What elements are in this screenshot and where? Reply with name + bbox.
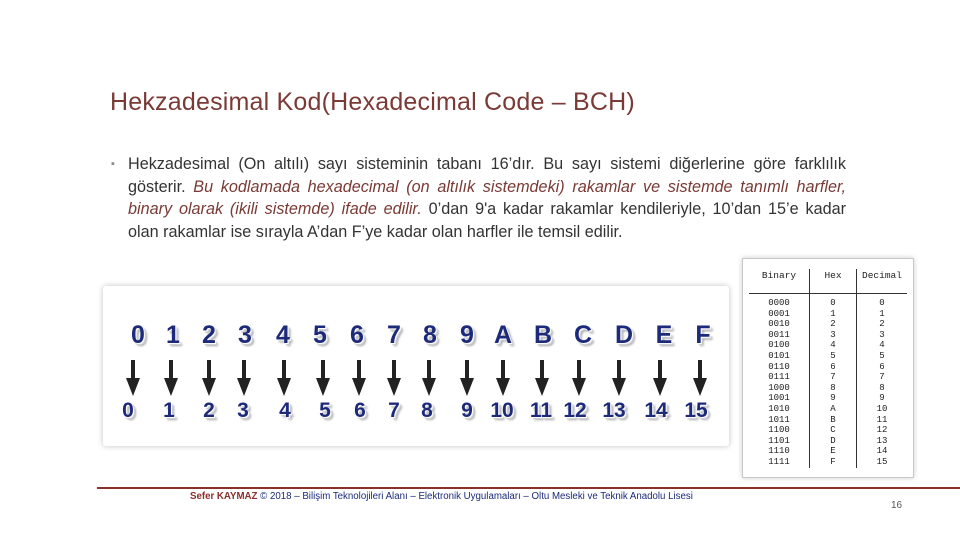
table-cell: 1 — [810, 309, 857, 320]
arrow-down-icon — [277, 360, 291, 396]
decimal-value: 15 — [684, 399, 708, 422]
table-header-row — [749, 269, 907, 294]
table-cell: 5 — [879, 350, 885, 361]
footer-divider — [97, 487, 960, 489]
decimal-value: 0 — [122, 399, 134, 422]
binary-hex-decimal-table — [749, 269, 907, 468]
arrow-down-icon — [164, 360, 178, 396]
decimal-value: 3 — [237, 399, 249, 422]
table-cell: 7 — [810, 372, 857, 383]
slide-title: Hekzadesimal Kod(Hexadecimal Code – BCH) — [110, 88, 635, 116]
hex-digit: D — [614, 321, 634, 349]
table-cell: 1111 — [749, 457, 810, 468]
table-cell: 0000 — [749, 294, 810, 309]
decimal-value: 7 — [388, 399, 400, 422]
arrow-down-icon — [387, 360, 401, 396]
hex-to-decimal-figure — [103, 286, 729, 446]
arrow-down-icon — [572, 360, 586, 396]
decimal-value: 10 — [490, 399, 514, 422]
hex-digit: 2 — [202, 321, 216, 349]
table-cell: 14 — [876, 446, 888, 457]
hex-digit: 1 — [166, 321, 180, 349]
table-row — [749, 457, 907, 468]
arrow-down-icon — [460, 360, 474, 396]
table-cell: 10 — [876, 403, 888, 414]
footer-info: © 2018 – Bilişim Teknolojileri Alanı – Elektronik Uygulamaları – Oltu Mesleki ve Teknik Anadolu Lisesi — [257, 491, 693, 502]
hex-digit: F — [695, 321, 711, 349]
table-cell: 0101 — [749, 351, 810, 362]
table-cell: 12 — [876, 425, 888, 436]
decimal-value: 9 — [461, 399, 473, 422]
paragraph-italic-part: Bu kodlamada hexadecimal (on altılık sistemdeki) rakamlar ve sistemde tanımlı harfler, binary olarak (ikili sistemde) ifade edilir. — [128, 177, 847, 218]
arrow-down-icon — [653, 360, 667, 396]
arrow-down-icon — [612, 360, 626, 396]
table-cell: 0100 — [749, 340, 810, 351]
hex-digit: 0 — [131, 321, 145, 349]
arrow-down-icon — [535, 360, 549, 396]
table-row — [749, 393, 907, 404]
column-header-hex: Hex — [810, 269, 857, 294]
table-cell: 8 — [879, 382, 885, 393]
description-paragraph — [112, 153, 846, 243]
page-number: 16 — [891, 500, 903, 511]
paragraph-part-1: Hekzadesimal (On altılı) sayı sisteminin tabanı 16’dır. Bu sayı sistemi diğerlerine göre farklılık gösterir. — [128, 155, 846, 196]
paragraph-part-3: 0’dan 9'a kadar rakamlar kendileriyle, 10’dan 15’e kadar olan rakamlar ise sırayla A’dan F’ye kadar olan harfler ile temsil edilir. — [128, 200, 846, 241]
arrow-down-icon — [693, 360, 707, 396]
table-cell: 9 — [879, 393, 885, 404]
decimal-value: 8 — [421, 399, 433, 422]
arrow-down-icon — [422, 360, 436, 396]
paragraph-body — [112, 153, 846, 243]
table-cell: F — [810, 457, 857, 468]
arrow-down-icon — [202, 360, 216, 396]
table-cell: 8 — [810, 383, 857, 394]
table-cell: 6 — [879, 361, 885, 372]
column-header-binary: Binary — [749, 269, 810, 294]
bullet-icon: ▪ — [111, 158, 115, 170]
decimal-value: 4 — [279, 399, 291, 422]
table-row — [749, 372, 907, 383]
table-cell: 6 — [810, 362, 857, 373]
footer-text — [190, 491, 693, 502]
table-cell: 0 — [810, 294, 857, 309]
table-cell: 1110 — [749, 446, 810, 457]
table-cell: 1001 — [749, 393, 810, 404]
hex-digit: B — [533, 321, 553, 349]
decimal-value: 13 — [602, 399, 626, 422]
table-row — [749, 340, 907, 351]
table-cell: 1010 — [749, 404, 810, 415]
table-row — [749, 446, 907, 457]
table-cell: 7 — [879, 372, 885, 383]
table-row — [749, 415, 907, 426]
footer-author: Sefer KAYMAZ — [190, 491, 258, 502]
arrow-down-icon — [496, 360, 510, 396]
table-row — [749, 404, 907, 415]
arrow-down-icon — [237, 360, 251, 396]
decimal-value: 11 — [529, 399, 553, 422]
table-cell: 2 — [810, 319, 857, 330]
table-cell: 0110 — [749, 362, 810, 373]
table-row — [749, 351, 907, 362]
table-cell: 4 — [810, 340, 857, 351]
table-cell: 0001 — [749, 309, 810, 320]
table-cell: 1100 — [749, 425, 810, 436]
hex-digit: 4 — [276, 321, 290, 349]
decimal-value: 1 — [163, 399, 175, 422]
table-row — [749, 309, 907, 320]
table-cell: 11 — [876, 414, 888, 425]
hex-digit: 6 — [350, 321, 364, 349]
table-cell: B — [810, 415, 857, 426]
table-cell: A — [810, 404, 857, 415]
hex-digit: 5 — [313, 321, 327, 349]
table-row — [749, 362, 907, 373]
table-row — [749, 436, 907, 447]
table-row — [749, 330, 907, 341]
table-cell: 15 — [876, 456, 888, 467]
decimal-value: 5 — [319, 399, 331, 422]
conversion-table-image — [742, 258, 914, 478]
hex-digit: 8 — [423, 321, 437, 349]
table-row — [749, 425, 907, 436]
table-row — [749, 294, 907, 309]
table-cell: 0 — [879, 298, 885, 308]
decimal-value: 2 — [203, 399, 215, 422]
table-row — [749, 319, 907, 330]
table-cell: 1101 — [749, 436, 810, 447]
table-cell: 2 — [879, 319, 885, 330]
arrow-down-icon — [352, 360, 366, 396]
table-cell: 9 — [810, 393, 857, 404]
decimal-value: 6 — [354, 399, 366, 422]
table-cell: 3 — [879, 329, 885, 340]
hex-digit: 3 — [238, 321, 252, 349]
table-cell: 5 — [810, 351, 857, 362]
hex-digit: E — [655, 321, 673, 349]
hex-digit: 7 — [387, 321, 401, 349]
table-cell: 13 — [876, 435, 888, 446]
table-cell: E — [810, 446, 857, 457]
table-cell: C — [810, 425, 857, 436]
arrow-down-icon — [316, 360, 330, 396]
hex-digit: C — [573, 321, 593, 349]
table-cell: D — [810, 436, 857, 447]
arrow-down-icon — [126, 360, 140, 396]
table-cell: 4 — [879, 340, 885, 351]
table-cell: 1000 — [749, 383, 810, 394]
table-cell: 3 — [810, 330, 857, 341]
table-cell: 1 — [879, 308, 885, 319]
table-cell: 0010 — [749, 319, 810, 330]
decimal-value: 14 — [644, 399, 668, 422]
table-cell: 0011 — [749, 330, 810, 341]
hex-digit: A — [493, 321, 513, 349]
table-row — [749, 383, 907, 394]
decimal-value: 12 — [563, 399, 587, 422]
column-header-decimal: Decimal — [857, 269, 908, 294]
table-cell: 1011 — [749, 415, 810, 426]
table-cell: 0111 — [749, 372, 810, 383]
hex-digit: 9 — [460, 321, 474, 349]
